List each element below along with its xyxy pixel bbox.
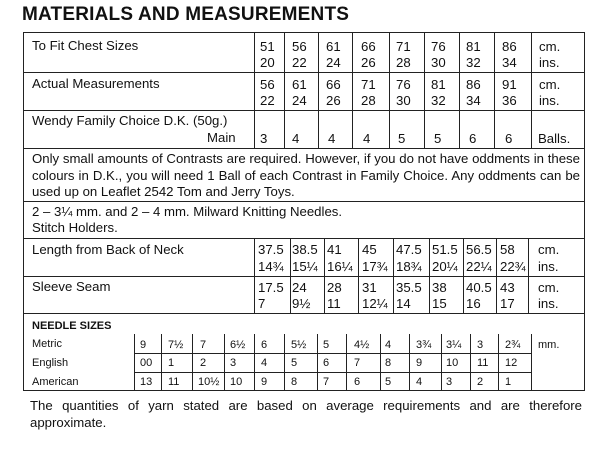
- metric-cell: 4: [385, 339, 392, 351]
- metric-cell: 4½: [354, 339, 370, 351]
- sleeve-cm-cell: 43: [500, 280, 515, 295]
- english-cell: 00: [140, 357, 153, 369]
- length-ins-cell: 18¾: [396, 259, 422, 274]
- english-cell: 7: [354, 357, 361, 369]
- needle-sizes-heading: NEEDLE SIZES: [32, 320, 112, 332]
- american-cell: 7: [323, 376, 330, 388]
- yarn-value-cell: 5: [434, 131, 442, 146]
- length-label: Length from Back of Neck: [32, 242, 184, 257]
- english-cell: 2: [200, 357, 207, 369]
- english-cell: 12: [505, 357, 518, 369]
- american-cell: 8: [291, 376, 298, 388]
- metric-cell: 7: [200, 339, 207, 351]
- row-divider: [23, 276, 585, 277]
- english-cell: 9: [416, 357, 423, 369]
- sleeve-ins-cell: 15: [432, 296, 447, 311]
- yarn-value-cell: 4: [363, 131, 371, 146]
- length-ins-cell: 16¼: [327, 259, 353, 274]
- chest-ins-cell: 30: [431, 55, 446, 70]
- length-cm-cell: 38.5: [292, 242, 318, 257]
- sleeve-ins-cell: 16: [466, 296, 481, 311]
- sleeve-unit-ins: ins.: [538, 296, 559, 311]
- chest-ins-cell: 34: [502, 55, 517, 70]
- metric-cell: 5: [323, 339, 330, 351]
- row-divider: [23, 201, 585, 202]
- american-cell: 4: [416, 376, 423, 388]
- metric-cell: 5½: [291, 339, 307, 351]
- needle-american-label: American: [32, 376, 79, 388]
- sleeve-ins-cell: 11: [327, 296, 341, 311]
- actual-label: Actual Measurements: [32, 76, 160, 91]
- american-cell: 3: [446, 376, 453, 388]
- needle-grid-line: [134, 353, 531, 354]
- sleeve-ins-cell: 7: [258, 296, 266, 311]
- american-cell: 6: [354, 376, 361, 388]
- length-cm-cell: 45: [362, 242, 377, 257]
- row-divider: [23, 238, 585, 239]
- sleeve-ins-cell: 9½: [292, 296, 311, 311]
- sleeve-cm-cell: 17.5: [258, 280, 284, 295]
- actual-cm-cell: 91: [502, 77, 517, 92]
- chest-ins-cell: 28: [396, 55, 411, 70]
- actual-ins-cell: 24: [292, 93, 307, 108]
- actual-cm-cell: 86: [466, 77, 481, 92]
- needle-english-label: English: [32, 357, 69, 369]
- page-title: MATERIALS AND MEASUREMENTS: [22, 4, 350, 25]
- chest-cm-cell: 81: [466, 39, 481, 54]
- english-cell: 6: [323, 357, 330, 369]
- row-divider: [23, 313, 585, 314]
- length-ins-cell: 22¼: [466, 259, 492, 274]
- yarn-unit: Balls.: [538, 131, 571, 146]
- chest-label: To Fit Chest Sizes: [32, 38, 139, 53]
- yarn-value-cell: 6: [505, 131, 513, 146]
- english-cell: 10: [446, 357, 459, 369]
- length-cm-cell: 37.5: [258, 242, 284, 257]
- metric-cell: 6½: [230, 339, 246, 351]
- length-cm-cell: 51.5: [432, 242, 458, 257]
- sleeve-ins-cell: 12¼: [362, 296, 388, 311]
- actual-ins-cell: 26: [326, 93, 341, 108]
- length-ins-cell: 14¾: [258, 259, 284, 274]
- actual-cm-cell: 66: [326, 77, 341, 92]
- english-cell: 4: [261, 357, 268, 369]
- actual-cm-cell: 61: [292, 77, 307, 92]
- chest-cm-cell: 56: [292, 39, 307, 54]
- chest-cm-cell: 71: [396, 39, 411, 54]
- metric-cell: 9: [140, 339, 147, 351]
- row-divider: [23, 148, 585, 149]
- actual-ins-cell: 32: [431, 93, 446, 108]
- sleeve-ins-cell: 14: [396, 296, 411, 311]
- yarn-value-cell: 6: [469, 131, 477, 146]
- american-cell: 1: [505, 376, 512, 388]
- metric-cell: 3¼: [446, 339, 462, 351]
- length-unit-ins: ins.: [538, 259, 559, 274]
- yarn-sublabel: Main: [207, 130, 236, 145]
- chest-unit-cm: cm.: [539, 39, 561, 54]
- sleeve-unit-cm: cm.: [538, 280, 560, 295]
- english-cell: 8: [385, 357, 392, 369]
- yarn-value-cell: 4: [292, 131, 300, 146]
- sleeve-label: Sleeve Seam: [32, 279, 111, 294]
- sleeve-cm-cell: 35.5: [396, 280, 422, 295]
- chest-cm-cell: 66: [361, 39, 376, 54]
- actual-ins-cell: 34: [466, 93, 481, 108]
- yarn-label: Wendy Family Choice D.K. (50g.): [32, 113, 228, 128]
- row-divider: [23, 72, 585, 73]
- sleeve-cm-cell: 38: [432, 280, 447, 295]
- metric-cell: 3¾: [416, 339, 432, 351]
- actual-cm-cell: 81: [431, 77, 446, 92]
- actual-unit-cm: cm.: [539, 77, 561, 92]
- contrast-note: Only small amounts of Contrasts are required. However, if you do not have oddments in these colours in D.K., you will need 1 Ball of each Contrast in Family Choice. Any oddments can be used up on Leaflet 2542 Tom and Jerry Toys.: [32, 151, 580, 199]
- needle-grid-line: [134, 372, 531, 373]
- chest-ins-cell: 26: [361, 55, 376, 70]
- actual-ins-cell: 30: [396, 93, 411, 108]
- english-cell: 11: [477, 357, 489, 369]
- length-ins-cell: 15¼: [292, 259, 318, 274]
- length-unit-cm: cm.: [538, 242, 560, 257]
- length-ins-cell: 17¾: [362, 259, 388, 274]
- sleeve-ins-cell: 17: [500, 296, 515, 311]
- metric-cell: 2¾: [505, 339, 521, 351]
- yarn-value-cell: 3: [260, 131, 268, 146]
- needles-line-2: Stitch Holders.: [32, 220, 118, 235]
- needles-line-1: 2 – 3¼ mm. and 2 – 4 mm. Milward Knitting Needles.: [32, 204, 343, 219]
- needle-metric-label: Metric: [32, 338, 62, 350]
- sleeve-cm-cell: 24: [292, 280, 307, 295]
- english-cell: 5: [291, 357, 298, 369]
- american-cell: 11: [168, 376, 180, 388]
- sleeve-cm-cell: 28: [327, 280, 342, 295]
- length-cm-cell: 47.5: [396, 242, 422, 257]
- chest-cm-cell: 61: [326, 39, 341, 54]
- chest-ins-cell: 22: [292, 55, 307, 70]
- length-ins-cell: 22¾: [500, 259, 526, 274]
- length-cm-cell: 56.5: [466, 242, 492, 257]
- metric-cell: 3: [477, 339, 484, 351]
- american-cell: 13: [140, 376, 153, 388]
- actual-cm-cell: 76: [396, 77, 411, 92]
- yarn-value-cell: 5: [398, 131, 406, 146]
- actual-cm-cell: 71: [361, 77, 376, 92]
- english-cell: 3: [230, 357, 237, 369]
- metric-cell: 7½: [168, 339, 184, 351]
- chest-cm-cell: 51: [260, 39, 275, 54]
- american-cell: 2: [477, 376, 484, 388]
- actual-ins-cell: 36: [502, 93, 517, 108]
- length-ins-cell: 20¼: [432, 259, 458, 274]
- american-cell: 9: [261, 376, 268, 388]
- american-cell: 10½: [198, 376, 220, 388]
- footer-note: The quantities of yarn stated are based on average requirements and are therefore approximate.: [30, 398, 582, 430]
- length-cm-cell: 58: [500, 242, 515, 257]
- american-cell: 10: [230, 376, 243, 388]
- chest-unit-ins: ins.: [539, 55, 560, 70]
- metric-unit: mm.: [538, 339, 560, 351]
- row-divider: [23, 110, 585, 111]
- yarn-value-cell: 4: [328, 131, 336, 146]
- sleeve-cm-cell: 31: [362, 280, 377, 295]
- actual-ins-cell: 22: [260, 93, 275, 108]
- chest-ins-cell: 24: [326, 55, 341, 70]
- chest-ins-cell: 32: [466, 55, 481, 70]
- metric-cell: 6: [261, 339, 268, 351]
- american-cell: 5: [385, 376, 392, 388]
- chest-cm-cell: 76: [431, 39, 446, 54]
- actual-ins-cell: 28: [361, 93, 376, 108]
- english-cell: 1: [168, 357, 175, 369]
- chest-cm-cell: 86: [502, 39, 517, 54]
- length-cm-cell: 41: [327, 242, 342, 257]
- chest-ins-cell: 20: [260, 55, 275, 70]
- sleeve-cm-cell: 40.5: [466, 280, 492, 295]
- actual-unit-ins: ins.: [539, 93, 560, 108]
- actual-cm-cell: 56: [260, 77, 275, 92]
